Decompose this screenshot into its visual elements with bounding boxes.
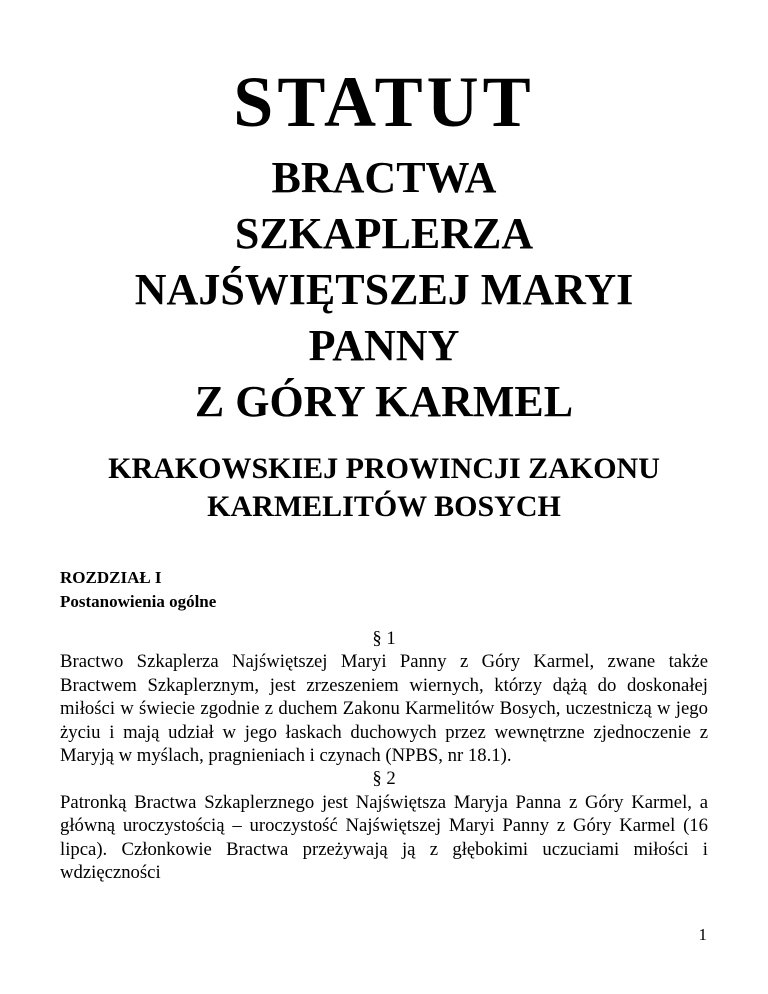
subtitle-line-1: KRAKOWSKIEJ PROWINCJI ZAKONU [108,452,660,485]
title-main: STATUT [233,62,535,142]
document-body [60,627,708,884]
document-subtitle [0,450,768,526]
page-number: 1 [698,925,707,944]
paragraph-number-2: § 2 [372,768,396,790]
title-line-2: SZKAPLERZA [234,209,534,258]
chapter-number: ROZDZIAŁ I [60,568,162,587]
chapter-header [60,566,216,614]
paragraph-2-text: Patronką Bractwa Szkaplerznego jest Najświętsza Maryja Panna z Góry Karmel, a główną uroczystością – uroczystość Najświętszej Maryi Panny z Góry Karmel (16 lipca). Członkowie Bractwa przeżywają ją z głębokimi uczuciami miłości i wdzięczności [60,791,708,884]
title-lines [0,150,768,430]
title-line-1: BRACTWA [271,153,497,202]
paragraph-1-text: Bractwo Szkaplerza Najświętszej Maryi Panny z Góry Karmel, zwane także Bractwem Szkaplerznym, jest zrzeszeniem wiernych, którzy dążą do doskonałej miłości w świecie zgodnie z duchem Zakonu Karmelitów Bosych, uczestniczą w jego życiu i mają udział w jego łaskach duchowych przez wewnętrzne zjednoczenie z Maryją w myślach, pragnieniach i czynach (NPBS, nr 18.1). [60,651,708,767]
document-title [0,62,768,142]
paragraph-number-1: § 1 [372,628,396,649]
chapter-heading: Postanowienia ogólne [60,592,217,611]
title-line-3: NAJŚWIĘTSZEJ MARYI [134,265,634,314]
subtitle-line-2: KARMELITÓW BOSYCH [207,490,561,523]
title-line-4: PANNY [308,321,460,370]
title-line-5: Z GÓRY KARMEL [194,377,574,426]
